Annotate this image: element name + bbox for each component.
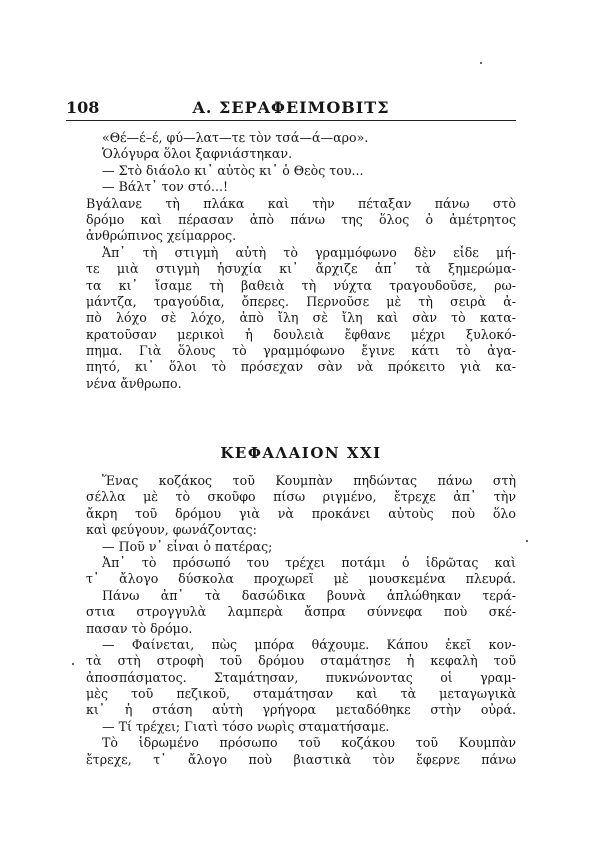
text-line: δρόμο καὶ πέρασαν ἀπὸ πάνω της ὅλος ὁ ἀμέτρητος	[86, 211, 516, 227]
text-line: πητό, κι᾿ ὅλοι τὸ πρόσεχαν σὰν νὰ πρόκειτο γιὰ κα-	[86, 359, 516, 375]
text-line: — Βάλτ᾿ τον στό...!	[102, 179, 229, 195]
text-line: Ἀπ᾿ τὸ πρόσωπό του τρέχει ποτάμι ὁ ἱδρῶτας καὶ	[102, 554, 516, 570]
text-block-2	[86, 473, 516, 768]
running-title: Α. ΣΕΡΑΦΕΙΜΟΒΙΤΣ	[192, 98, 390, 117]
text-line: τὰ στὴ στροφὴ τοῦ δρόμου σταμάτησε ἡ κεφαλὴ τοῦ	[86, 653, 516, 669]
text-line: — Φαίνεται, πὼς μπόρα θάχουμε. Κάπου ἐκεῖ κον-	[102, 636, 516, 652]
text-line: τε μιὰ στιγμὴ ἡσυχία κι᾿ ἄρχιζε ἀπ᾿ τὰ ξημερώμα-	[86, 261, 516, 277]
text-line: Ἀπ᾿ τὴ στιγμὴ αὐτὴ τὸ γραμμόφωνο δὲν εἶδε μή-	[102, 244, 516, 260]
page-number: 108	[66, 98, 100, 117]
text-line: τα κι᾿ ἴσαμε τὴ βαθειὰ τὴ νύχτα τραγουδοῦσε, ρω-	[86, 277, 516, 293]
text-line: τ᾿ ἄλογο δύσκολα προχωρεῖ μὲ μουσκεμένα πλευρά.	[86, 571, 516, 587]
page-header	[66, 98, 516, 121]
text-line: — Στὸ διάολο κι᾿ αὐτὸς κι᾿ ὁ Θεὸς του...	[102, 162, 364, 178]
text-line: πὸ λόχο σὲ λόχο, ἀπὸ ἴλη σὲ ἴλη καὶ σὰν τὸ κατα-	[86, 310, 516, 326]
text-line: — Ποῦ ν᾿ εἶναι ὁ πατέρας;	[102, 538, 273, 554]
text-line: Τὸ ἱδρωμένο πρόσωπο τοῦ κοζάκου τοῦ Κουμπὰν	[102, 735, 516, 751]
text-line: «Θέ—έ–έ, φύ—λατ—τε τὸν τσά—ά—αρο».	[102, 130, 369, 145]
text-line: ἀποσπάσματος. Σταμάτησαν, πυκνώνοντας οἱ γραμ-	[86, 669, 516, 685]
text-line: ἀνθρώπινος χείμαρρος.	[86, 228, 237, 244]
print-speck	[480, 62, 482, 64]
text-line: κι᾿ ἡ στάση αὐτὴ γρήγορα μεταδόθηκε στὴν οὐρά.	[86, 702, 516, 718]
text-line: ἄκρη τοῦ δρόμου γιὰ νὰ προκάνει αὐτοὺς ποὺ ὅλο	[86, 505, 516, 521]
text-line: μάντζα, τραγούδια, ὄπερες. Περνοῦσε μὲ τὴ σειρὰ ἀ-	[86, 293, 516, 309]
text-line: πασαν τὸ δρόμο.	[86, 620, 193, 636]
text-line: πημα. Γιὰ ὅλους τὸ γραμμόφωνο ἔγινε κάτι τὸ ἀγα-	[86, 343, 516, 359]
text-line: μὲς τοῦ πεζικοῦ, σταμάτησαν καὶ τὰ μεταγωγικὰ	[86, 686, 516, 702]
print-speck	[72, 663, 74, 665]
text-line: καὶ φεύγουν, φωνάζοντας:	[86, 522, 257, 538]
text-line: Ἕνας κοζάκος τοῦ Κουμπὰν πηδώντας πάνω στὴ	[102, 473, 516, 488]
text-line: κρατοῦσαν μερικοὶ ἡ δουλειὰ ἔφθανε μέχρι ξυλοκό-	[86, 326, 516, 342]
text-line: σέλλα μὲ τὸ σκοῦφο πίσω ριγμένο, ἔτρεχε ἀπ᾿ τὴν	[86, 489, 516, 505]
text-line: νένα ἄνθρωπο.	[86, 375, 182, 391]
text-line: στια στρογγυλὰ λαμπερὰ ἄσπρα σύννεφα ποὺ σκέ-	[86, 604, 516, 620]
text-line: Ὁλόγυρα ὅλοι ξαφνιάστηκαν.	[102, 146, 293, 162]
text-line: Πάνω ἀπ᾿ τὰ δασώδικα βουνὰ ἁπλώθηκαν τερά-	[102, 587, 516, 603]
chapter-title: ΚΕΦΑΛΑΙΟΝ XXI	[220, 444, 382, 462]
text-line: Βγάλανε τὴ πλάκα καὶ τὴν πέταξαν πάνω στὸ	[86, 195, 516, 211]
text-line: ἔτρεχε, τ᾿ ἄλογο ποὺ βιαστικὰ τὸν ἔφερνε πάνω	[86, 751, 516, 767]
text-line: — Τί τρέχει; Γιατὶ τόσο νωρὶς σταματήσαμε.	[102, 718, 390, 734]
text-block-1	[86, 130, 516, 392]
print-speck	[526, 540, 528, 542]
